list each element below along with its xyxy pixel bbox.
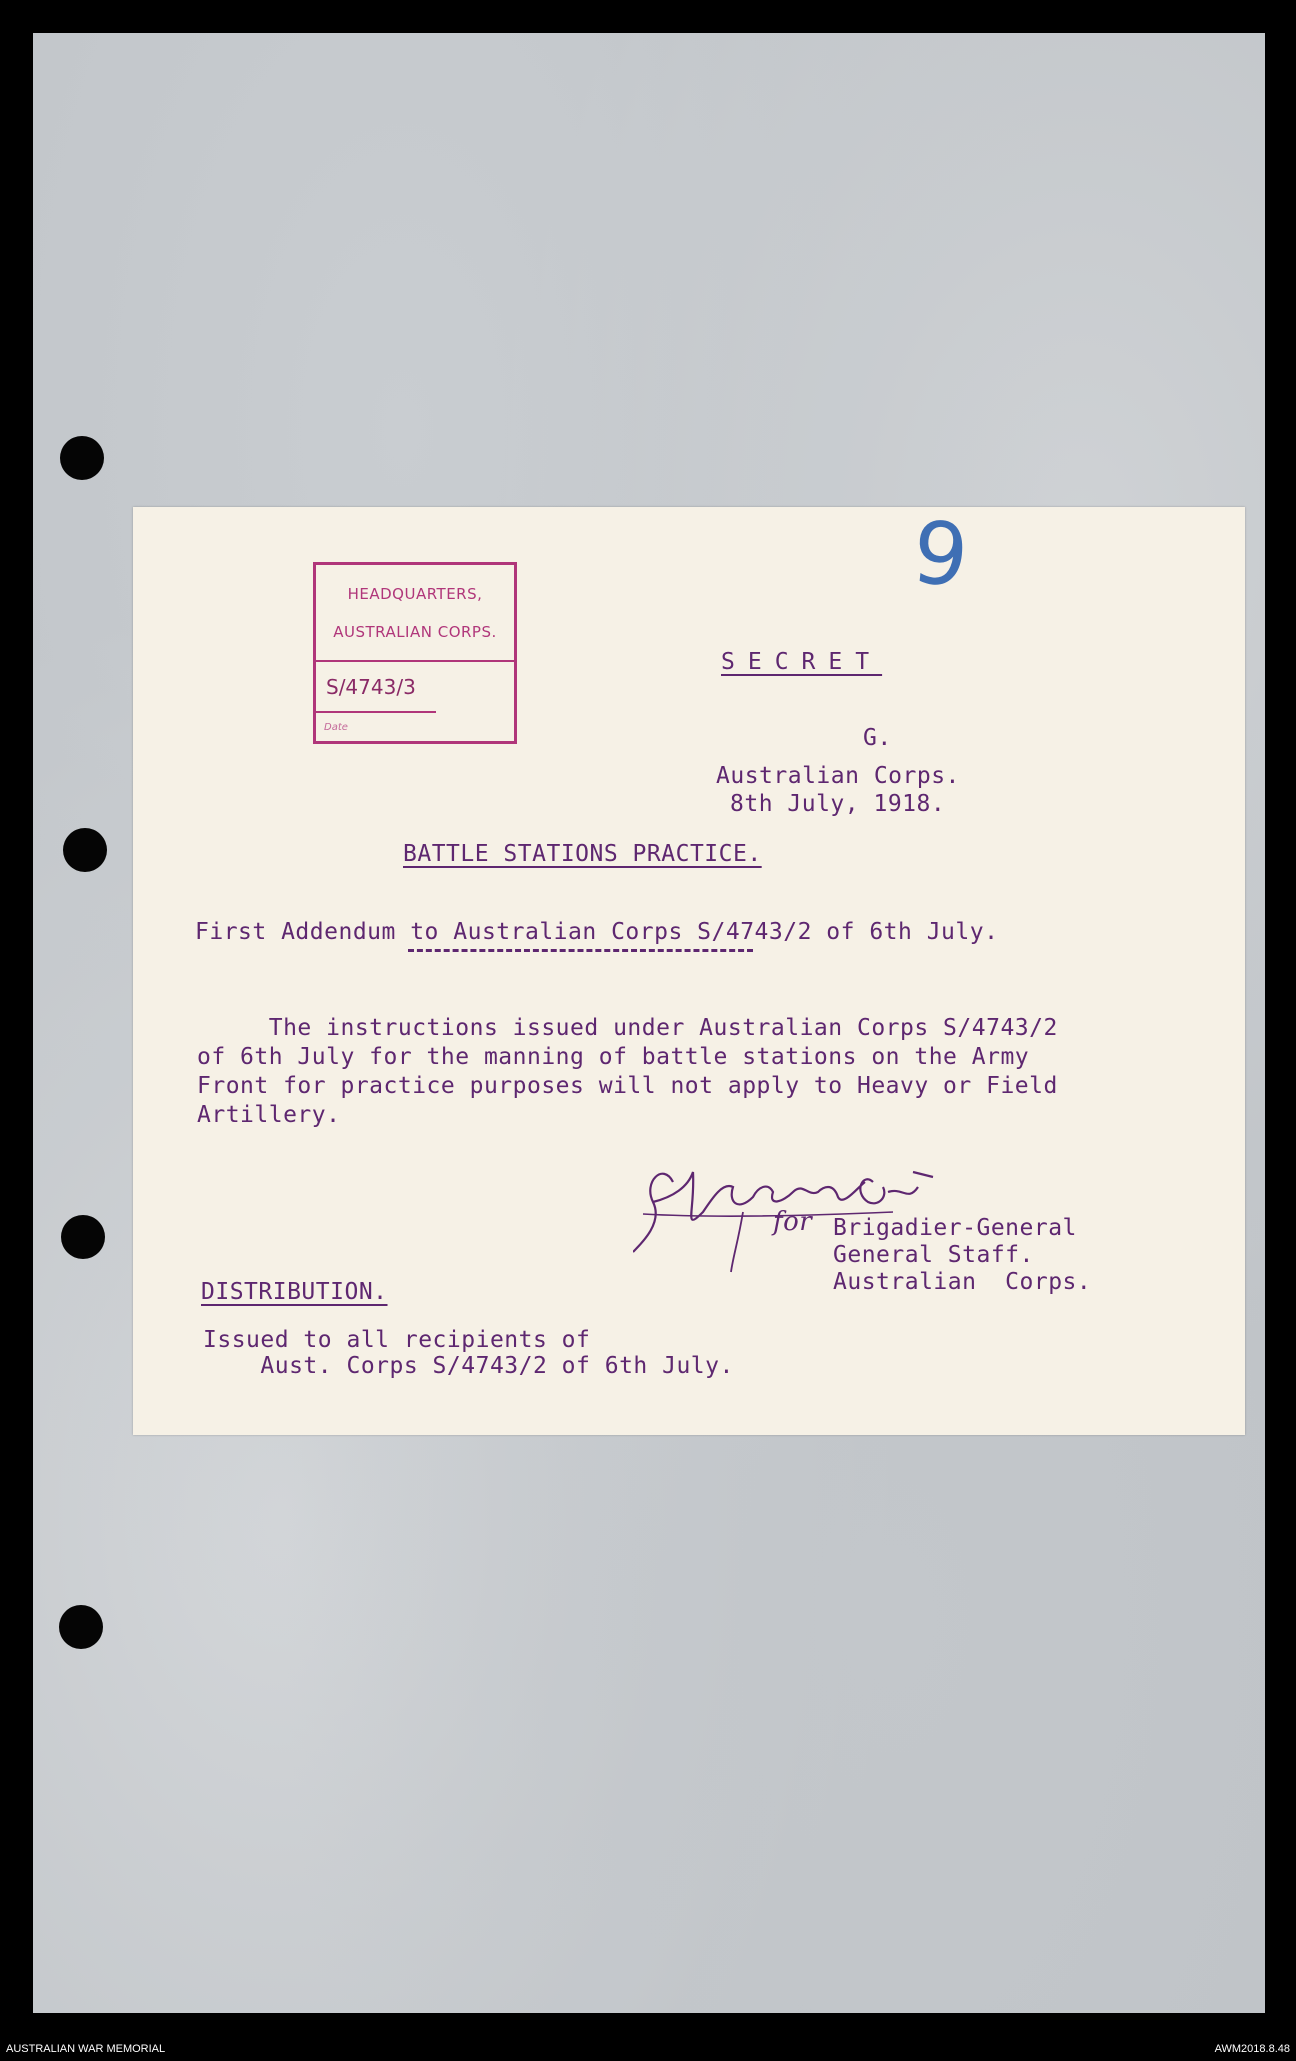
stamp-date-label: Date — [324, 722, 348, 733]
signatory-office: Australian Corps. — [833, 1269, 1092, 1295]
issue-date: 8th July, 1918. — [730, 791, 946, 817]
subtitle-dashed-rule — [408, 949, 753, 952]
folio-number: 9 — [907, 502, 973, 608]
punch-hole — [63, 828, 107, 872]
punch-hole — [60, 436, 104, 480]
body-line: The instructions issued under Australian Corps S/4743/2 — [197, 1015, 1058, 1041]
signature-for: for — [773, 1207, 813, 1237]
distribution-line: Issued to all recipients of — [203, 1327, 591, 1353]
issuing-office: Australian Corps. — [716, 763, 960, 789]
classification-secret: SECRET — [721, 649, 883, 675]
archive-credit: AUSTRALIAN WAR MEMORIAL — [6, 2043, 166, 2055]
stamp-line-1: HEADQUARTERS, — [347, 585, 483, 603]
branch-code: G. — [863, 725, 892, 751]
headquarters-stamp — [313, 562, 517, 744]
body-line: of 6th July for the manning of battle stations on the Army — [197, 1044, 1030, 1070]
body-line: Front for practice purposes will not apply to Heavy or Field — [197, 1073, 1058, 1099]
memo-title: BATTLE STATIONS PRACTICE. — [403, 841, 762, 867]
stamp-reference: S/4743/3 — [326, 675, 416, 699]
body-line: Artillery. — [197, 1102, 341, 1128]
archive-reference: AWM2018.8.48 — [1214, 2043, 1290, 2055]
punch-hole — [59, 1605, 103, 1649]
distribution-line: Aust. Corps S/4743/2 of 6th July. — [203, 1353, 734, 1379]
stamp-line-2: AUSTRALIAN CORPS. — [333, 623, 497, 641]
memo-subtitle: First Addendum to Australian Corps S/4743/2 of 6th July. — [195, 919, 999, 945]
punch-hole — [61, 1215, 105, 1259]
signatory-staff: General Staff. — [833, 1242, 1034, 1268]
distribution-heading: DISTRIBUTION. — [201, 1279, 388, 1305]
stamp-divider — [316, 711, 436, 713]
typed-memo-sheet — [133, 502, 1245, 1435]
stamp-divider — [316, 660, 514, 662]
signatory-title: Brigadier-General — [833, 1215, 1077, 1241]
